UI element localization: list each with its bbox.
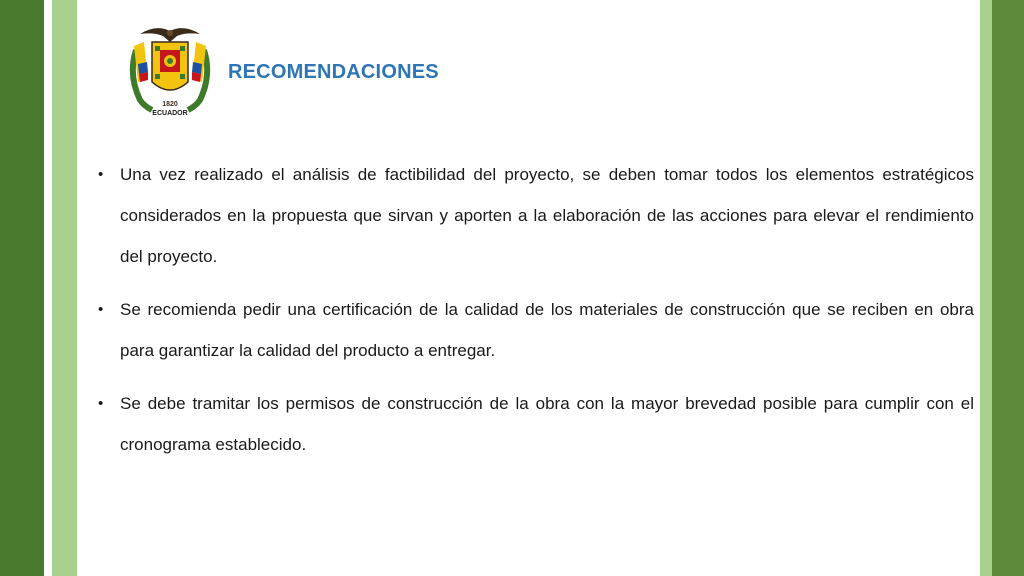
bullet-text: Una vez realizado el análisis de factibilidad del proyecto, se deben tomar todos los elementos estratégicos considerados en la propuesta que sirvan y aporten a la elaboración de las acciones para elevar el rendimiento del proyecto.	[120, 165, 974, 266]
slide-title: RECOMENDACIONES	[228, 61, 439, 83]
bullet-icon: •	[98, 166, 104, 183]
left-dark-bar	[0, 0, 44, 576]
ecuador-emblem-logo	[122, 20, 218, 120]
bullet-text: Se recomienda pedir una certificación de la calidad de los materiales de construcción que se reciben en obra para garantizar la calidad del producto a entregar.	[120, 300, 974, 360]
bullet-list	[98, 154, 974, 477]
right-dark-bar	[992, 0, 1024, 576]
svg-text:1820: 1820	[162, 101, 178, 108]
bullet-item-1	[98, 154, 974, 277]
bullet-icon: •	[98, 395, 104, 412]
bullet-item-3	[98, 383, 974, 465]
left-light-bar	[52, 0, 77, 576]
emblem-svg	[122, 20, 218, 120]
svg-text:ECUADOR: ECUADOR	[152, 110, 188, 117]
bullet-text: Se debe tramitar los permisos de construcción de la obra con la mayor brevedad posible para cumplir con el cronograma establecido.	[120, 394, 974, 454]
bullet-item-2	[98, 289, 974, 371]
right-light-bar	[980, 0, 992, 576]
bullet-icon: •	[98, 301, 104, 318]
